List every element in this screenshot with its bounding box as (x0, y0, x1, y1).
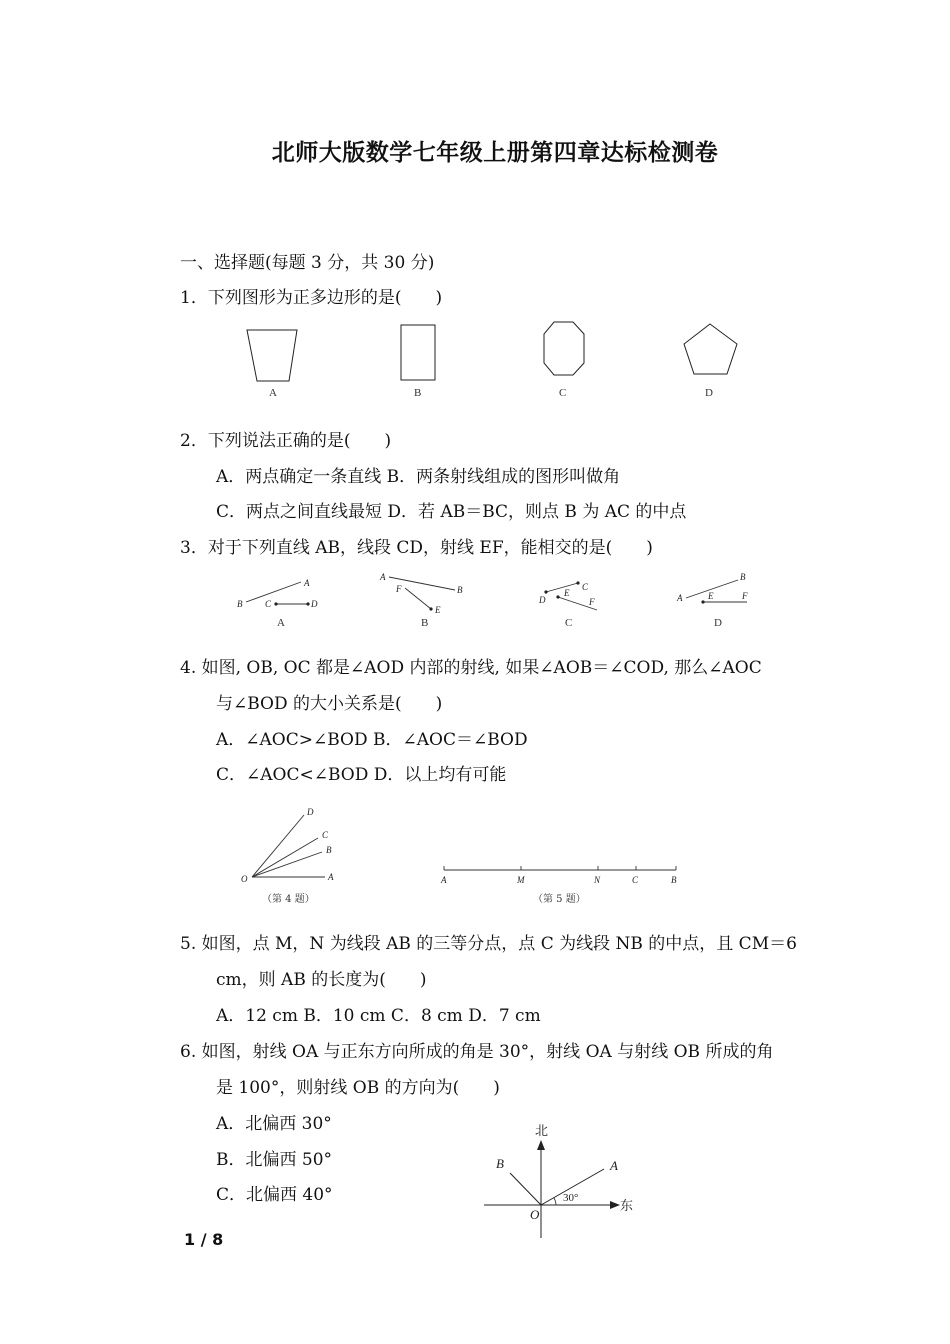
q3a-point-a: A (304, 578, 310, 588)
question-4-stem-1: 4. 如图, OB, OC 都是∠AOD 内部的射线, 如果∠AOB＝∠COD, 那么∠AOC (180, 658, 762, 678)
question-6-option-a: A．北偏西 30° (216, 1114, 332, 1134)
east-label: 东 (620, 1198, 634, 1213)
q3b-point-b: B (457, 585, 463, 595)
question-6-option-b: B．北偏西 50° (216, 1150, 333, 1170)
q3-label-b: B (421, 617, 429, 629)
section-heading: 一、选择题(每题 3 分，共 30 分) (180, 253, 435, 273)
angle-label: 30° (563, 1192, 579, 1204)
north-label: 北 (535, 1123, 549, 1138)
q5-point-m: M (517, 875, 525, 885)
question-2-stem: 2．下列说法正确的是( ) (180, 431, 392, 451)
question-4-stem-2: 与∠BOD 的大小关系是( ) (216, 694, 443, 714)
q6-point-o: O (530, 1207, 540, 1222)
q3-label-c: C (565, 617, 573, 629)
q3d-point-f: F (742, 591, 748, 601)
q3d-point-b: B (740, 572, 746, 582)
q1-label-d: D (705, 387, 713, 399)
q3-label-d: D (714, 617, 722, 629)
question-4-options-1: A．∠AOC>∠BOD B．∠AOC＝∠BOD (216, 730, 528, 750)
question-6-stem-1: 6. 如图，射线 OA 与正东方向所成的角是 30°，射线 OA 与射线 OB 所成的角 (180, 1042, 774, 1062)
q5-point-a: A (441, 875, 447, 885)
q5-point-c: C (632, 875, 639, 885)
q4-point-a: A (328, 872, 334, 882)
q3a-point-b: B (237, 599, 243, 609)
q3b-point-f: F (396, 584, 402, 594)
question-5-stem-1: 5. 如图，点 M，N 为线段 AB 的三等分点，点 C 为线段 NB 的中点，且 CM＝6 (180, 934, 797, 954)
q4-point-o: O (241, 874, 248, 884)
q6-point-a: A (610, 1158, 618, 1173)
q4-point-c: C (322, 830, 329, 840)
q4-point-b: B (326, 845, 332, 855)
question-5-options: A．12 cm B．10 cm C．8 cm D．7 cm (216, 1006, 541, 1026)
question-2-options-2: C．两点之间直线最短 D．若 AB＝BC，则点 B 为 AC 的中点 (216, 502, 687, 522)
q4-point-d: D (307, 807, 314, 817)
q5-point-b: B (671, 875, 677, 885)
question-6-stem-2: 是 100°，则射线 OB 的方向为( ) (216, 1078, 500, 1098)
q4-caption: （第 4 题） (262, 894, 315, 905)
q3a-point-c: C (265, 599, 272, 609)
q3c-point-f: F (589, 597, 595, 607)
question-3-stem: 3．对于下列直线 AB，线段 CD，射线 EF，能相交的是( ) (180, 538, 653, 558)
q3c-point-d: D (539, 595, 546, 605)
q1-label-c: C (559, 387, 567, 399)
question-5-stem-2: cm，则 AB 的长度为( ) (216, 970, 427, 990)
q3a-point-d: D (311, 599, 318, 609)
page-number: 1 / 8 (184, 1230, 224, 1249)
q5-point-n: N (594, 875, 601, 885)
q5-caption: （第 5 题） (533, 894, 586, 905)
q1-label-a: A (269, 387, 277, 399)
page-title: 北师大版数学七年级上册第四章达标检测卷 (271, 140, 719, 166)
question-4-options-2: C．∠AOC<∠BOD D．以上均有可能 (216, 765, 507, 785)
q6-point-b: B (496, 1156, 504, 1171)
q3-label-a: A (277, 617, 285, 629)
question-1-stem: 1．下列图形为正多边形的是( ) (180, 288, 443, 308)
q3d-point-a: A (677, 593, 683, 603)
q3c-point-c: C (582, 582, 589, 592)
q3d-point-e: E (708, 591, 714, 601)
q3b-point-a: A (380, 572, 386, 582)
q3b-point-e: E (435, 605, 441, 615)
q1-label-b: B (414, 387, 422, 399)
question-6-option-c: C．北偏西 40° (216, 1185, 333, 1205)
q3c-point-e: E (564, 588, 570, 598)
question-2-options-1: A．两点确定一条直线 B．两条射线组成的图形叫做角 (216, 467, 621, 487)
